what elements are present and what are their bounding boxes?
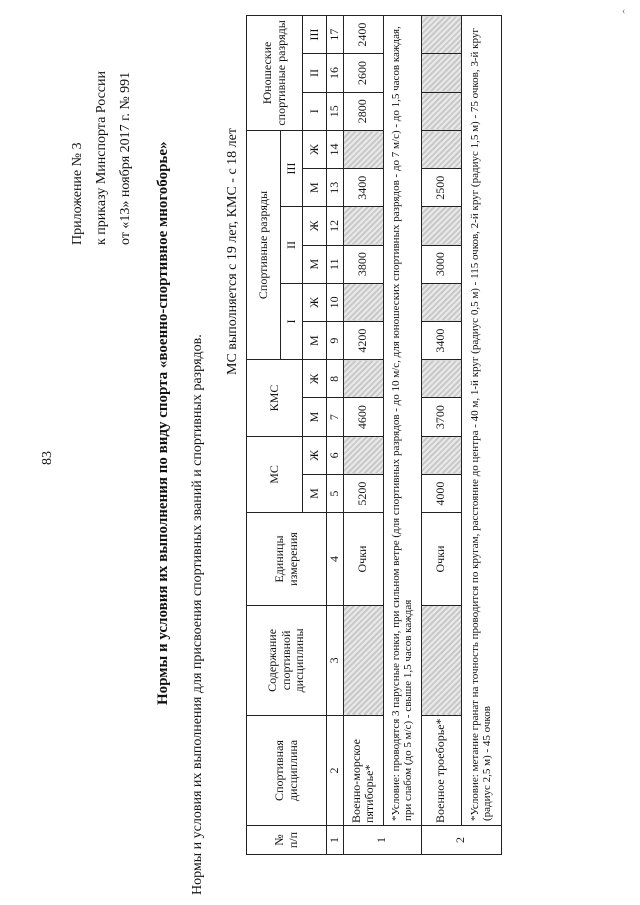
value-kms-f — [421, 360, 461, 398]
value-I-m: 4200 — [343, 322, 383, 360]
column-number: 9 — [327, 322, 344, 360]
value-ms-f — [343, 436, 383, 474]
appendix-line-1: Приложение № 3 — [70, 142, 85, 245]
column-number: 3 — [327, 605, 344, 715]
value-kms-m: 4600 — [343, 398, 383, 436]
value-III-m: 2500 — [421, 169, 461, 207]
column-number: 16 — [327, 54, 344, 92]
value-II-f — [343, 207, 383, 245]
header-female: Ж — [303, 360, 327, 398]
header-youth-I: I — [303, 92, 327, 130]
header-male: М — [303, 245, 327, 283]
header-ms: МС — [247, 436, 303, 512]
header-num: № п/п — [247, 826, 327, 855]
header-female: Ж — [303, 130, 327, 168]
header-female: Ж — [303, 436, 327, 474]
appendix-line-3: от «13» ноября 2017 г. № 991 — [118, 71, 133, 245]
row-number: 2 — [421, 826, 501, 855]
row-content-empty — [421, 605, 461, 715]
header-rank-II: II — [281, 207, 303, 283]
header-discipline: Спортивная дисциплина — [247, 715, 327, 825]
row-units: Очки — [343, 513, 383, 606]
value-youth-II: 2600 — [343, 54, 383, 92]
column-number: 11 — [327, 245, 344, 283]
appendix-line-2: к приказу Минспорта России — [94, 71, 109, 245]
column-number: 17 — [327, 16, 344, 54]
column-number: 5 — [327, 474, 344, 512]
row-discipline: Военно-морское пятиборье* — [343, 715, 383, 825]
column-number: 14 — [327, 130, 344, 168]
column-number: 7 — [327, 398, 344, 436]
document-subtitle: Нормы и условия их выполнения для присвоения спортивных званий и спортивных разрядов. — [190, 334, 205, 895]
value-I-f — [343, 283, 383, 321]
age-requirement-note: МС выполняется с 19 лет, КМС - с 18 лет — [225, 128, 240, 375]
value-II-m: 3800 — [343, 245, 383, 283]
value-I-m: 3400 — [421, 322, 461, 360]
header-units: Единицы измерения — [247, 513, 327, 606]
row-content-empty — [343, 605, 383, 715]
column-number: 10 — [327, 283, 344, 321]
row-units: Очки — [421, 513, 461, 606]
header-youth-ranks: Юношеские спортивные разряды — [247, 16, 303, 131]
row-discipline: Военное троеборье* — [421, 715, 461, 825]
value-youth-III — [421, 16, 461, 54]
column-number: 1 — [327, 826, 344, 855]
value-III-f — [421, 130, 461, 168]
header-male: М — [303, 474, 327, 512]
header-female: Ж — [303, 207, 327, 245]
value-ms-f — [421, 436, 461, 474]
column-number: 8 — [327, 360, 344, 398]
column-number: 15 — [327, 92, 344, 130]
margin-mark: ‹ — [622, 6, 626, 17]
header-kms: КМС — [247, 360, 303, 436]
header-female: Ж — [303, 283, 327, 321]
value-III-f — [343, 130, 383, 168]
header-rank-III: III — [281, 130, 303, 206]
header-male: М — [303, 169, 327, 207]
row-condition-note: *Условие: проводятся 3 парусные гонки, при сильном ветре (для спортивных разрядов - до 10 м/с, для юношеских спортивных разрядов - до 7 м/с) - до 1,5 часов каждая, при слабом (до 5 м/с) - свыше 1,5 часов каждая — [383, 16, 421, 826]
header-male: М — [303, 322, 327, 360]
document-title: Нормы и условия их выполнения по виду спорта «военно-спортивное многоборье» — [155, 141, 171, 705]
value-youth-I — [421, 92, 461, 130]
header-male: М — [303, 398, 327, 436]
value-youth-III: 2400 — [343, 16, 383, 54]
value-kms-f — [343, 360, 383, 398]
column-number: 12 — [327, 207, 344, 245]
column-number: 2 — [327, 715, 344, 825]
value-III-m: 3400 — [343, 169, 383, 207]
value-ms-m: 5200 — [343, 474, 383, 512]
column-number: 6 — [327, 436, 344, 474]
value-kms-m: 3700 — [421, 398, 461, 436]
value-youth-I: 2800 — [343, 92, 383, 130]
column-number: 13 — [327, 169, 344, 207]
value-I-f — [421, 283, 461, 321]
value-ms-m: 4000 — [421, 474, 461, 512]
value-youth-II — [421, 54, 461, 92]
header-sport-ranks: Спортивные разряды — [247, 130, 281, 359]
value-II-m: 3000 — [421, 245, 461, 283]
header-youth-III: III — [303, 16, 327, 54]
header-youth-II: II — [303, 54, 327, 92]
header-rank-I: I — [281, 283, 303, 359]
row-condition-note: *Условие: метание гранат на точность проводится по кругам, расстояние до центра - 40 м, 1-й круг (радиус 0,5 м) - 115 очков, 2-й круг (радиус 1,5 м) - 75 очков, 3-й круг (радиус 2,5 м) - 45 очков — [461, 16, 501, 826]
header-content: Содержание спортивной дисциплины — [247, 605, 327, 715]
value-II-f — [421, 207, 461, 245]
column-number: 4 — [327, 513, 344, 606]
row-number: 1 — [343, 826, 421, 855]
norms-table — [246, 15, 502, 855]
page-number: 83 — [40, 451, 55, 465]
